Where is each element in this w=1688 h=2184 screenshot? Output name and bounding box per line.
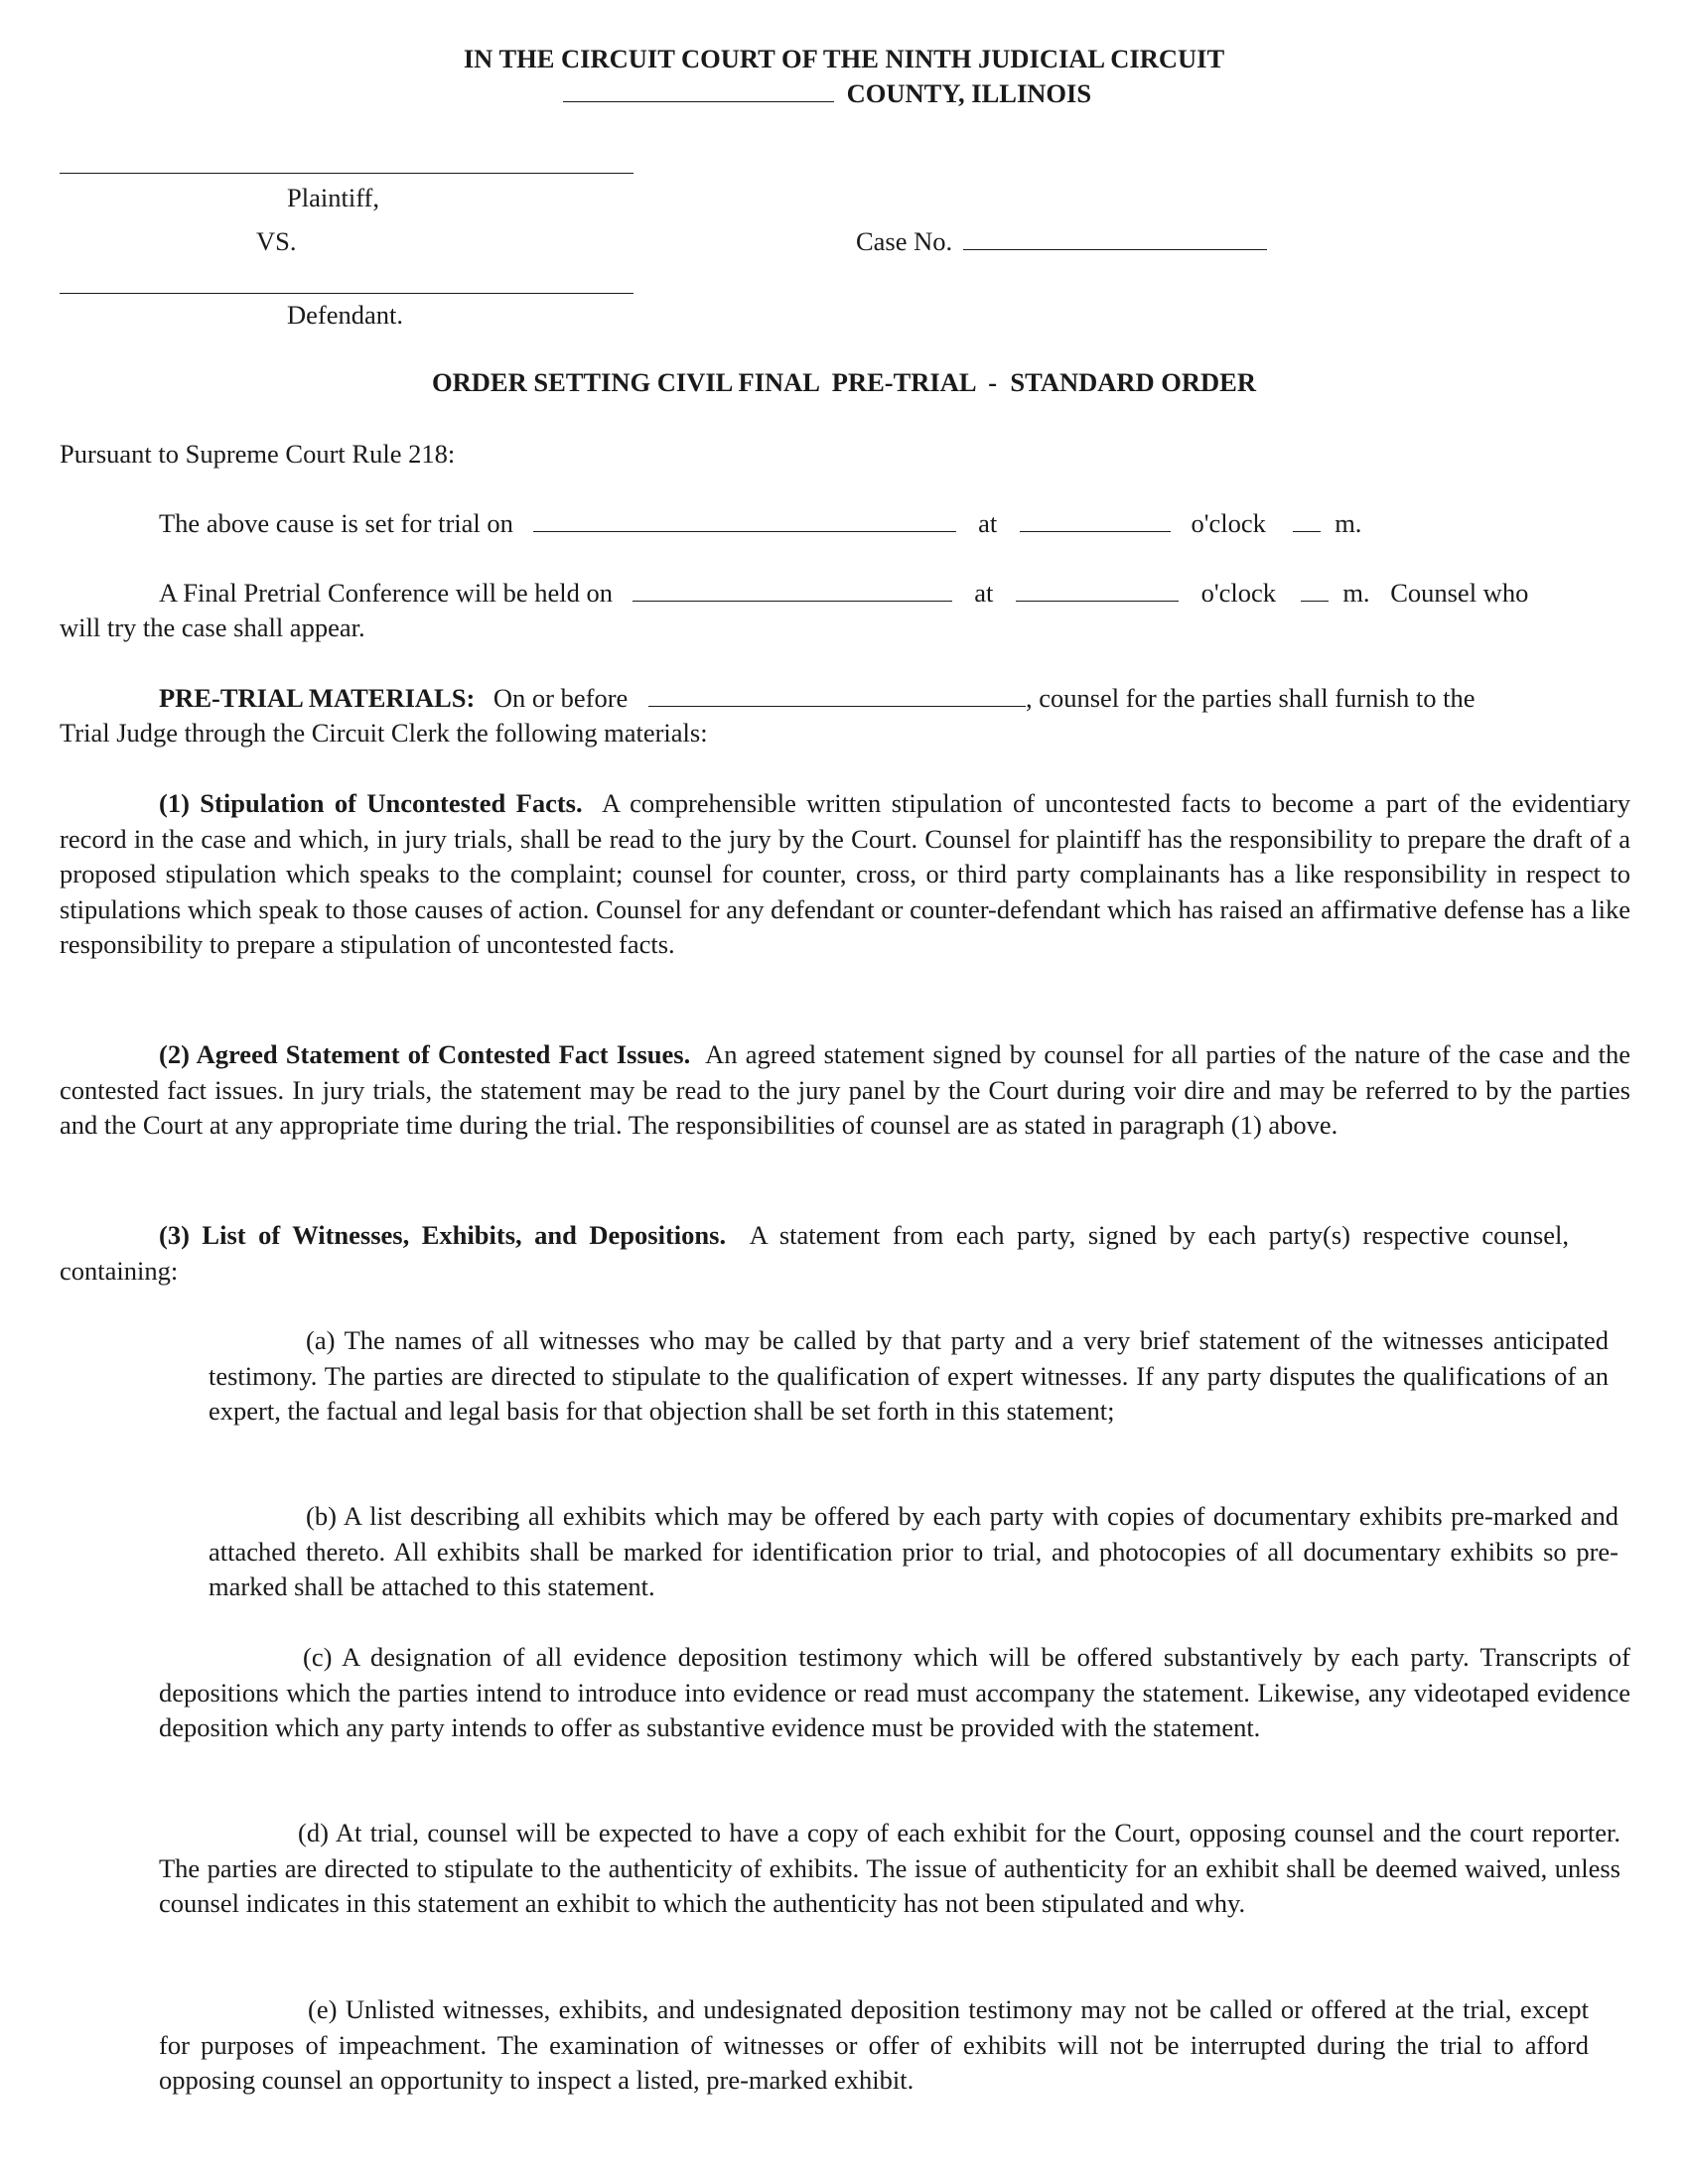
trial-oclock: o'clock (1191, 508, 1266, 538)
materials-row (159, 681, 1476, 716)
trial-at: at (978, 508, 998, 538)
defendant-name-line[interactable] (60, 293, 633, 294)
subsection-d-text: (d) At trial, counsel will be expected to have a copy of each exhibit for the Court, opposing counsel and the court reporter. The parties are directed to stipulate to the authenticity of exhibits. The issue of authenticity for an exhibit shall be deemed waived, unless counsel indicates in this statement an exhibit to which the authenticity has not been stipulated and why. (159, 1818, 1620, 1918)
defendant-label: Defendant. (287, 300, 403, 330)
case-number-row (856, 224, 1267, 259)
county-blank[interactable] (563, 79, 834, 102)
trial-lead: The above cause is set for trial on (159, 508, 513, 538)
section-3-text: A statement from each party, signed by each party(s) respective counsel, containing: (60, 1220, 1569, 1286)
materials-tail: , counsel for the parties shall furnish to the (1025, 683, 1476, 713)
subsection-d (159, 1816, 1620, 1922)
conference-at: at (974, 578, 994, 608)
section-3-witnesses (60, 1218, 1569, 1289)
case-number-label: Case No. (856, 226, 953, 256)
subsection-c-text: (c) A designation of all evidence deposition testimony which will be offered substantively by each party. Transcripts of depositions which the parties intend to introduce into evidence or read must accompany the statement. Likewise, any videotaped evidence deposition which any party intends to offer as substantive evidence must be provided with the statement. (159, 1642, 1630, 1742)
subsection-a (209, 1323, 1609, 1430)
section-2-heading: (2) Agreed Statement of Contested Fact Issues. (159, 1039, 691, 1069)
subsection-c (159, 1640, 1630, 1746)
materials-heading: PRE-TRIAL MATERIALS: (159, 683, 476, 713)
subsection-e (159, 1992, 1589, 2099)
trial-date-blank[interactable] (533, 509, 956, 532)
section-2-text: An agreed statement signed by counsel for all parties of the nature of the case and the contested fact issues. In jury trials, the statement may be read to the jury panel by the Court during voir dire and may be referred to by the parties and the Court at any appropriate time during the trial. The responsibilities of counsel are as stated in paragraph (1) above. (60, 1039, 1630, 1140)
trial-ampm-blank[interactable] (1293, 509, 1321, 532)
court-heading: IN THE CIRCUIT COURT OF THE NINTH JUDICIAL CIRCUIT (463, 44, 1225, 73)
conference-tail-line2: will try the case shall appear. (60, 613, 365, 642)
subsection-a-text: (a) The names of all witnesses who may be called by that party and a very brief statement of the witnesses anticipated testimony. The parties are directed to stipulate to the qualification of expert witnesses. If any party disputes the qualifications of an expert, the factual and legal basis for that objection shall be set forth in this statement; (209, 1325, 1609, 1426)
trial-m: m. (1335, 508, 1362, 538)
county-label: COUNTY, ILLINOIS (846, 78, 1092, 108)
section-3-heading: (3) List of Witnesses, Exhibits, and Depositions. (159, 1220, 727, 1250)
conference-date-blank[interactable] (633, 579, 952, 602)
subsection-b-text: (b) A list describing all exhibits which may be offered by each party with copies of documentary exhibits pre-marked and attached thereto. All exhibits shall be marked for identification prior to trial, and photocopies of all documentary exhibits so pre-marked shall be attached to this statement. (209, 1501, 1618, 1601)
subsection-e-text: (e) Unlisted witnesses, exhibits, and undesignated deposition testimony may not be called or offered at the trial, except for purposes of impeachment. The examination of witnesses or offer of exhibits will not be interrupted during the trial to afford opposing counsel an opportunity to inspect a listed, pre-marked exhibit. (159, 1994, 1589, 2095)
plaintiff-name-line[interactable] (60, 173, 633, 174)
section-1-text: A comprehensible written stipulation of uncontested facts to become a part of the evidentiary record in the case and which, in jury trials, shall be read to the jury by the Court. Counsel for plaintiff has the responsibility to prepare the draft of a proposed stipulation which speaks to the complaint; counsel for counter, cross, or third party complainants has a like responsibility in respect to stipulations which speak to those causes of action. Counsel for any defendant or counter-defendant which has raised an affirmative defense has a like responsibility to prepare a stipulation of uncontested facts. (60, 788, 1630, 959)
section-2-contested-issues (60, 1037, 1630, 1144)
section-1-heading: (1) Stipulation of Uncontested Facts. (159, 788, 583, 818)
conference-lead: A Final Pretrial Conference will be held on (159, 578, 614, 608)
section-1-stipulation (60, 786, 1630, 963)
trial-time-blank[interactable] (1020, 509, 1171, 532)
conference-time-blank[interactable] (1016, 579, 1179, 602)
plaintiff-label: Plaintiff, (287, 183, 379, 212)
subsection-b (209, 1499, 1618, 1605)
materials-tail-line2: Trial Judge through the Circuit Clerk the following materials: (60, 718, 708, 748)
materials-date-blank[interactable] (648, 684, 1026, 707)
rule-line: Pursuant to Supreme Court Rule 218: (60, 439, 456, 469)
vs-label: VS. (256, 226, 297, 256)
conference-ampm-blank[interactable] (1301, 579, 1329, 602)
conference-date-row (159, 576, 1528, 611)
order-title: ORDER SETTING CIVIL FINAL PRE-TRIAL - STANDARD ORDER (432, 367, 1256, 397)
case-number-blank[interactable] (963, 227, 1267, 250)
conference-tail: Counsel who (1390, 578, 1529, 608)
county-heading (563, 76, 1091, 111)
trial-date-row (159, 506, 1361, 541)
conference-oclock: o'clock (1200, 578, 1277, 608)
conference-m: m. (1342, 578, 1370, 608)
materials-lead: On or before (492, 683, 629, 713)
